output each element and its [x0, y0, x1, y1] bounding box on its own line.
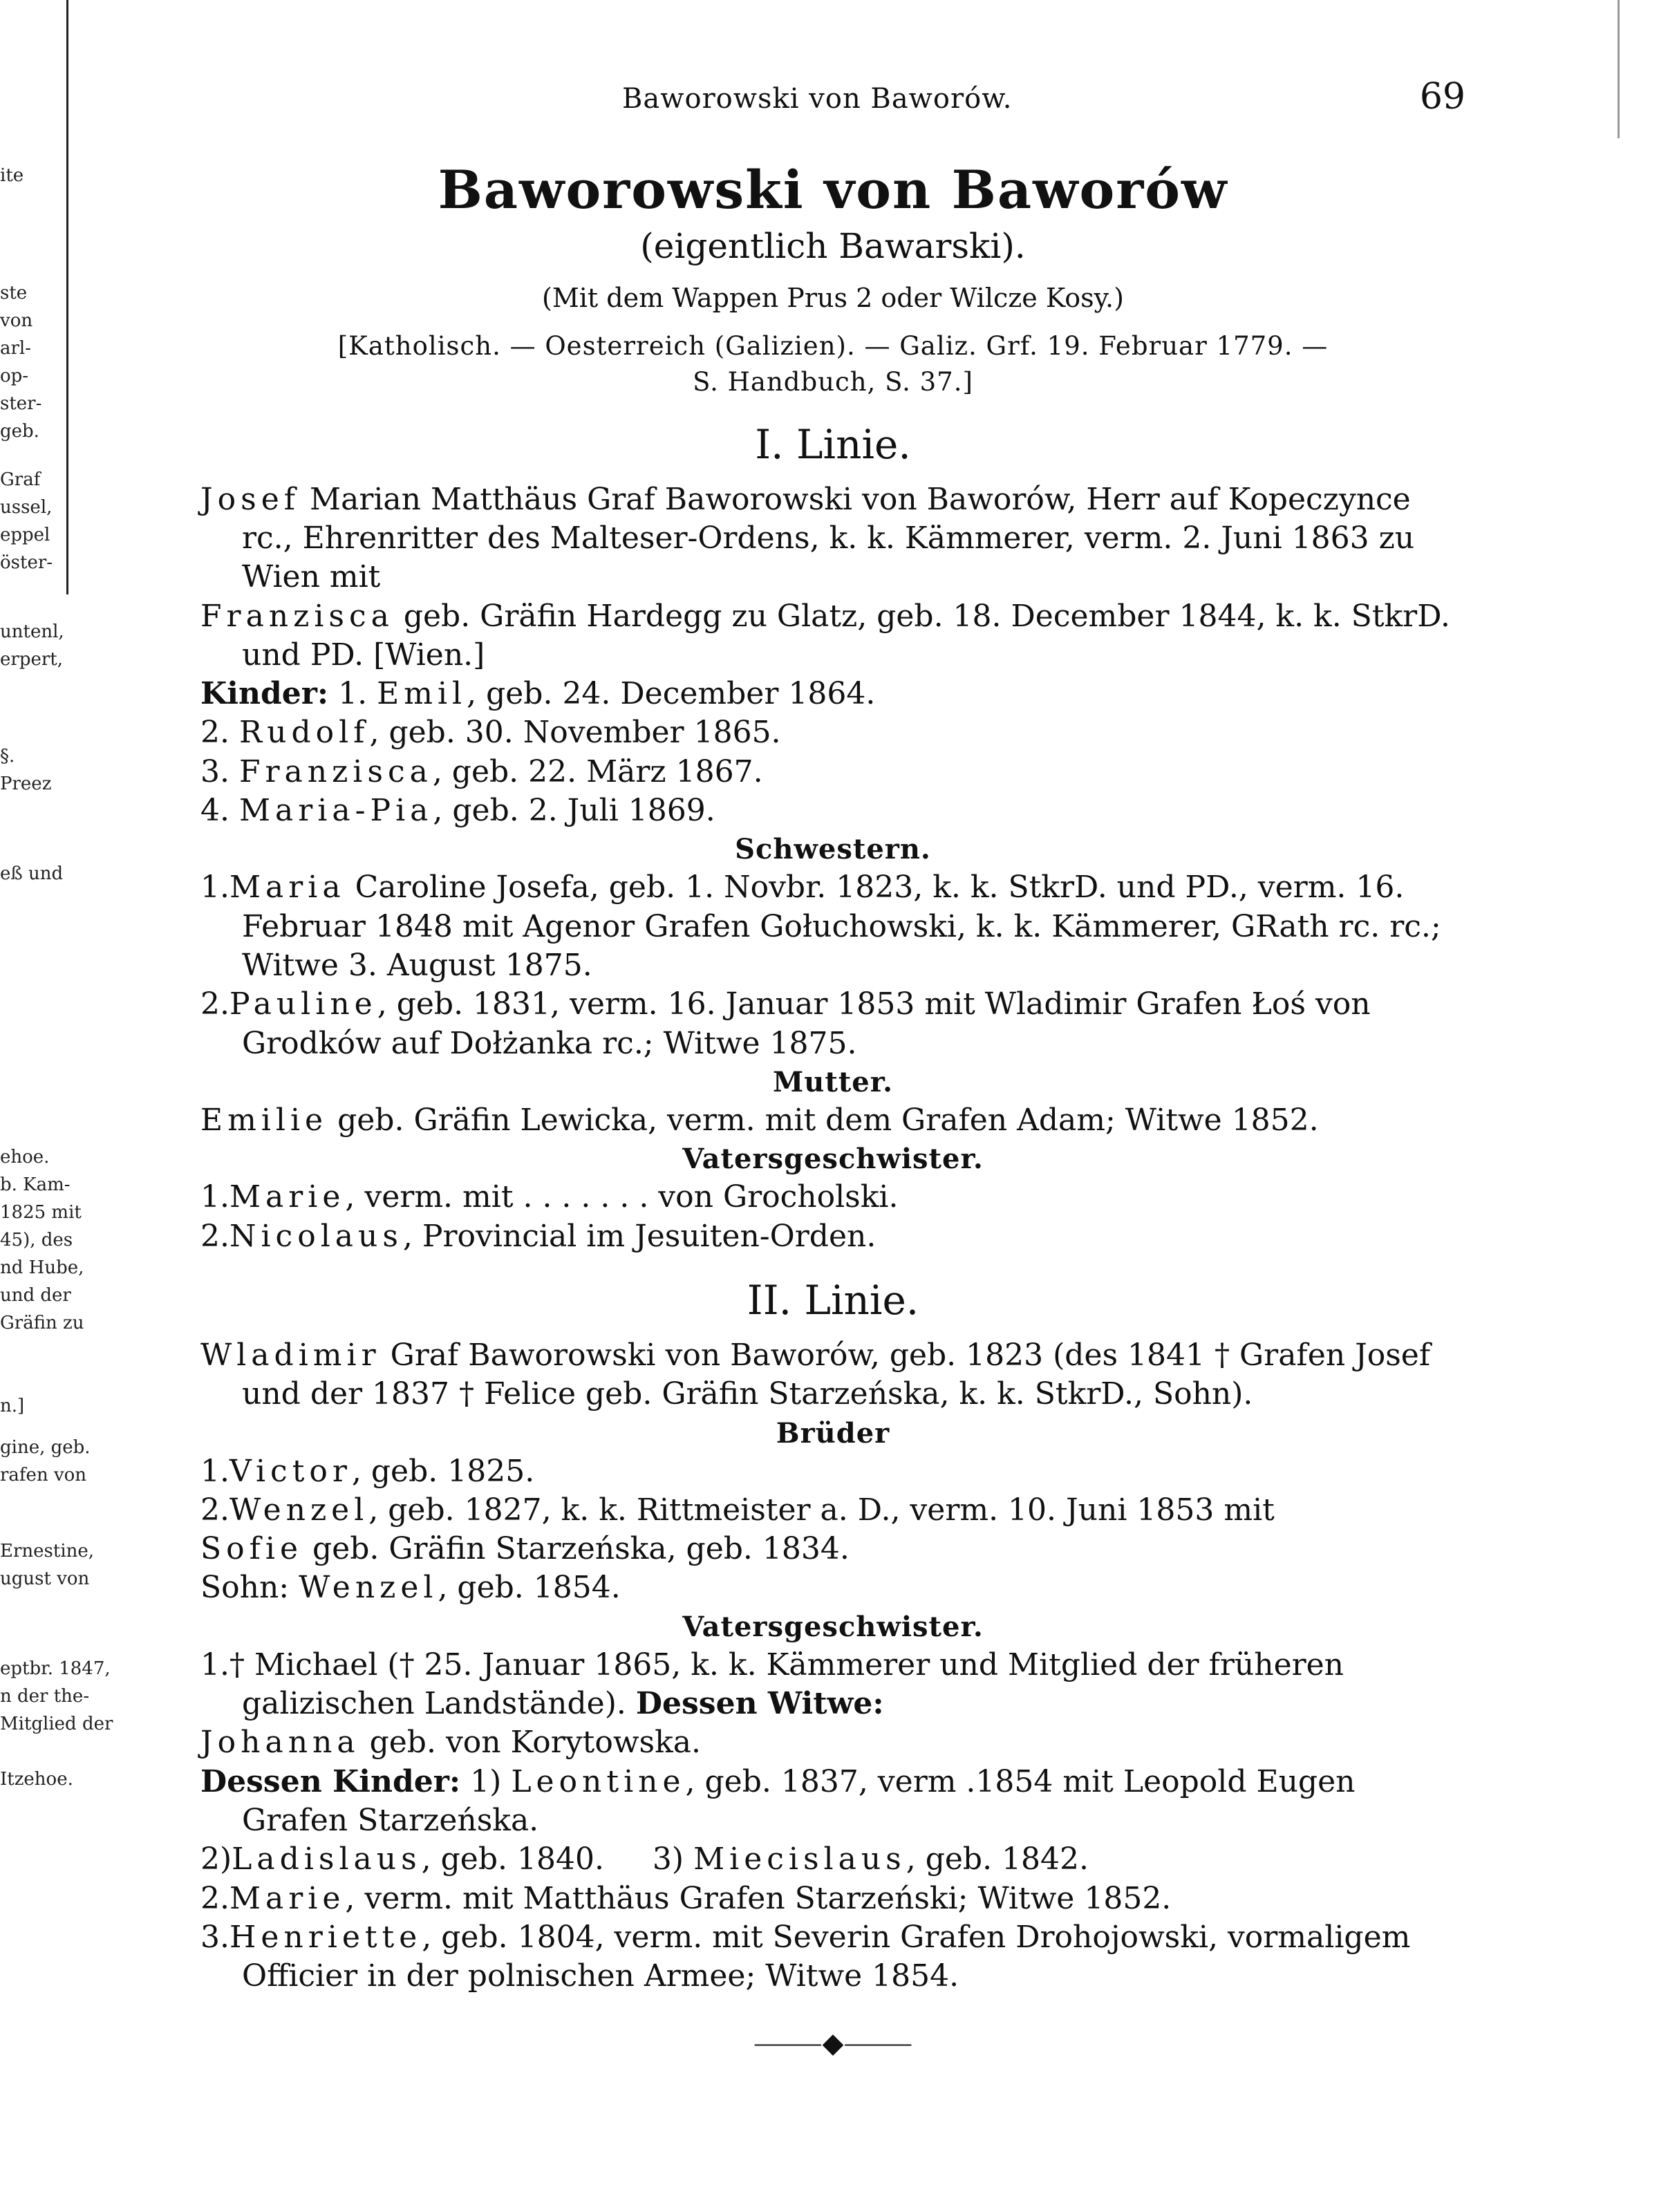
margin-fragment: gine, geb.: [0, 1437, 91, 1458]
fathers-sibling-entry: [200, 1646, 1465, 1724]
margin-fragment: ster-: [0, 393, 42, 414]
sister-entry: [200, 985, 1465, 1063]
page-number: 69: [1419, 76, 1465, 118]
entry-text: , geb. 1825.: [351, 1453, 535, 1489]
widow-entry: [200, 1723, 1465, 1762]
mother-entry: [200, 1101, 1465, 1140]
page-content: [200, 69, 1465, 2061]
fathers-sibling-entry: [200, 1178, 1465, 1217]
entry-num: 1): [470, 1763, 502, 1799]
entry-text: , geb. 1831, verm. 16. Januar 1853 mit Wladimir Grafen Łoś von Grodków auf Dołżanka rc.; Witwe 1875.: [242, 986, 1371, 1061]
entry-text: , verm. mit Matthäus Grafen Starzeński; Witwe 1852.: [345, 1880, 1172, 1916]
entry-text: , geb. 1842.: [906, 1841, 1089, 1877]
entry-num: 3.: [200, 753, 229, 789]
sister-entry: [200, 868, 1465, 985]
margin-fragment: ste: [0, 283, 28, 303]
running-title: Baworowski von Baworów.: [622, 83, 1013, 115]
entry-text: , Provincial im Jesuiten-Orden.: [402, 1218, 877, 1254]
entry-name: Ladislaus: [232, 1841, 422, 1877]
entry-num: 1.: [338, 676, 368, 712]
entry-text: † Michael († 25. Januar 1865, k. k. Kämmerer und Mitglied der früheren galizischen Landstände).: [229, 1647, 1344, 1722]
entry-text: , geb. 1837, verm .1854 mit Leopold Eugen Grafen Starzeńska.: [242, 1763, 1356, 1839]
brother-entry: [200, 1452, 1465, 1491]
entry-text: , geb. 1854.: [438, 1570, 621, 1606]
entry-name: Henriette: [229, 1919, 422, 1955]
margin-fragment: ite: [0, 165, 24, 186]
margin-fragment: op-: [0, 366, 29, 386]
fathers-sibling-entry: [200, 1880, 1465, 1918]
header-info: [200, 328, 1465, 400]
margin-fragment: eptbr. 1847,: [0, 1658, 111, 1679]
entry-num: 1.: [200, 1179, 229, 1215]
entry-num: 2.: [200, 1218, 229, 1254]
margin-fragment: n.]: [0, 1396, 25, 1416]
entry-name: Johanna: [200, 1725, 360, 1761]
head-entry: [200, 1336, 1465, 1414]
son-label: Sohn:: [200, 1570, 290, 1606]
margin-fragment: von: [0, 310, 33, 331]
arms-note: (Mit dem Wappen Prus 2 oder Wilcze Kosy.): [542, 283, 1124, 313]
sisters-heading: Schwestern.: [735, 833, 931, 866]
entry-name: Franzisca: [238, 753, 433, 789]
entry-name: Miecislaus: [693, 1841, 906, 1877]
entry-text: geb. von Korytowska.: [359, 1725, 701, 1761]
entry-name: Leontine: [511, 1763, 686, 1799]
margin-fragment: nd Hube,: [0, 1257, 84, 1278]
entry-num: 1.: [200, 870, 229, 906]
entry-name: Maria: [229, 870, 346, 906]
entry-num: 3): [652, 1841, 684, 1877]
entry-num: 2): [200, 1841, 232, 1877]
child-entry: [200, 675, 1465, 713]
entry-name: Emilie: [200, 1102, 328, 1138]
margin-fragment: öster-: [0, 552, 53, 573]
children-entry: [200, 1763, 1465, 1841]
fathers-siblings-heading: Vatersgeschwister.: [682, 1610, 984, 1643]
entry-text: , geb. 30. November 1865.: [369, 715, 781, 751]
margin-fragment: Preez: [0, 774, 52, 794]
page-title: Baworowski von Baworów: [438, 159, 1228, 221]
margin-fragment: Itzehoe.: [0, 1769, 73, 1790]
entry-name: Emil: [377, 676, 467, 712]
entry-text: Graf Baworowski von Baworów, geb. 1823 (des 1841 † Grafen Josef und der 1837 † Felice geb. Gräfin Starzeńska, k. k. StkrD., Sohn).: [242, 1337, 1431, 1412]
entry-name: Josef: [200, 481, 301, 517]
margin-fragment: eß und: [0, 863, 64, 884]
entry-num: 4.: [200, 793, 229, 829]
child-entry: [200, 791, 1465, 830]
entry-num: 2.: [200, 1880, 229, 1916]
margin-fragment: ehoe.: [0, 1147, 50, 1168]
line-1-heading: I. Linie.: [755, 420, 911, 468]
entry-num: 2.: [200, 715, 229, 751]
brother-entry: [200, 1491, 1465, 1530]
end-ornament: ⸻◆⸻: [753, 2027, 913, 2059]
entry-num: 2.: [200, 986, 229, 1022]
margin-fragment: erpert,: [0, 649, 63, 670]
line-2-heading: II. Linie.: [747, 1276, 919, 1324]
entry-num: 2.: [200, 1492, 229, 1528]
margin-fragments: [0, 124, 113, 1922]
son-entry: [200, 1568, 1465, 1607]
entry-name: Franzisca: [200, 598, 394, 634]
margin-fragment: eppel: [0, 525, 50, 545]
margin-fragment: rafen von: [0, 1465, 87, 1485]
margin-fragment: ussel,: [0, 497, 53, 518]
subtitle: (eigentlich Bawarski).: [640, 226, 1026, 266]
margin-fragment: und der: [0, 1285, 71, 1306]
fathers-sibling-entry: [200, 1217, 1465, 1256]
brothers-heading: Brüder: [776, 1416, 890, 1450]
entry-name: Maria-Pia: [238, 793, 433, 829]
entry-text: geb. Gräfin Lewicka, verm. mit dem Grafen Adam; Witwe 1852.: [328, 1102, 1319, 1138]
margin-fragment: Ernestine,: [0, 1541, 95, 1562]
margin-fragment: 45), des: [0, 1230, 73, 1250]
entry-name: Victor: [229, 1453, 352, 1489]
running-head: [200, 69, 1465, 131]
entry-text: geb. Gräfin Hardegg zu Glatz, geb. 18. December 1844, k. k. StkrD. und PD. [Wien.]: [242, 598, 1450, 673]
margin-fragment: arl-: [0, 338, 32, 359]
spouse-entry: [200, 597, 1465, 675]
mother-heading: Mutter.: [772, 1065, 894, 1098]
widow-label: Dessen Witwe:: [635, 1686, 884, 1722]
entry-text: , geb. 1827, k. k. Rittmeister a. D., verm. 10. Juni 1853 mit: [368, 1492, 1275, 1528]
entry-text: , geb. 22. März 1867.: [432, 753, 763, 789]
entry-num: 1.: [200, 1453, 229, 1489]
entry-text: Marian Matthäus Graf Baworowski von Baworów, Herr auf Kopeczynce rc., Ehrenritter des Malteser-Ordens, k. k. Kämmerer, verm. 2. Juni 1863 zu Wien mit: [242, 481, 1415, 595]
entry-text: , geb. 1804, verm. mit Severin Grafen Drohojowski, vormaligem Officier in der polnischen Armee; Witwe 1854.: [242, 1919, 1411, 1994]
children-label: Kinder:: [200, 676, 329, 712]
entry-num: 3.: [200, 1919, 229, 1955]
margin-fragment: untenl,: [0, 621, 64, 642]
child-entry: [200, 753, 1465, 791]
spouse-entry: [200, 1530, 1465, 1568]
margin-fragment: §.: [0, 746, 15, 767]
entry-name: Wladimir: [200, 1337, 381, 1373]
entry-name: Marie: [229, 1179, 346, 1215]
margin-fragment: Gräfin zu: [0, 1313, 84, 1333]
entry-text: geb. Gräfin Starzeńska, geb. 1834.: [303, 1531, 850, 1567]
margin-fragment: ugust von: [0, 1568, 90, 1589]
margin-fragment: geb.: [0, 421, 39, 442]
right-edge-rule: [1618, 0, 1620, 138]
fathers-siblings-heading: Vatersgeschwister.: [682, 1143, 984, 1176]
entry-name: Rudolf: [238, 715, 370, 751]
children-entry: [200, 1840, 1465, 1879]
entry-text: , geb. 1840.: [421, 1841, 604, 1877]
fathers-sibling-entry: [200, 1918, 1465, 1996]
margin-fragment: n der the-: [0, 1686, 90, 1707]
margin-fragment: b. Kam-: [0, 1174, 71, 1195]
entry-name: Marie: [229, 1880, 346, 1916]
entry-text: , geb. 2. Juli 1869.: [433, 793, 715, 829]
margin-fragment: Mitglied der: [0, 1714, 113, 1734]
entry-text: , geb. 24. December 1864.: [467, 676, 876, 712]
entry-name: Wenzel: [299, 1570, 438, 1606]
entry-name: Sofie: [200, 1531, 303, 1567]
entry-text: , verm. mit . . . . . . . von Grocholski.: [345, 1179, 899, 1215]
entry-name: Wenzel: [229, 1492, 369, 1528]
margin-fragment: 1825 mit: [0, 1202, 82, 1223]
entry-text: Caroline Josefa, geb. 1. Novbr. 1823, k. k. StkrD. und PD., verm. 16. Februar 1848 mit Agenor Grafen Gołuchowski, k. k. Kämmerer, GRath rc. rc.; Witwe 3. August 1875.: [242, 870, 1441, 984]
header-info-line: [Katholisch. — Oesterreich (Galizien). — Galiz. Grf. 19. Februar 1779. —: [337, 331, 1329, 361]
entry-num: 1.: [200, 1647, 229, 1683]
head-entry: [200, 480, 1465, 597]
header-info-line: S. Handbuch, S. 37.]: [693, 366, 973, 397]
children-label: Dessen Kinder:: [200, 1763, 461, 1799]
margin-fragment: Graf: [0, 469, 41, 490]
child-entry: [200, 713, 1465, 752]
entry-name: Nicolaus: [229, 1218, 403, 1254]
entry-name: Pauline: [229, 986, 377, 1022]
